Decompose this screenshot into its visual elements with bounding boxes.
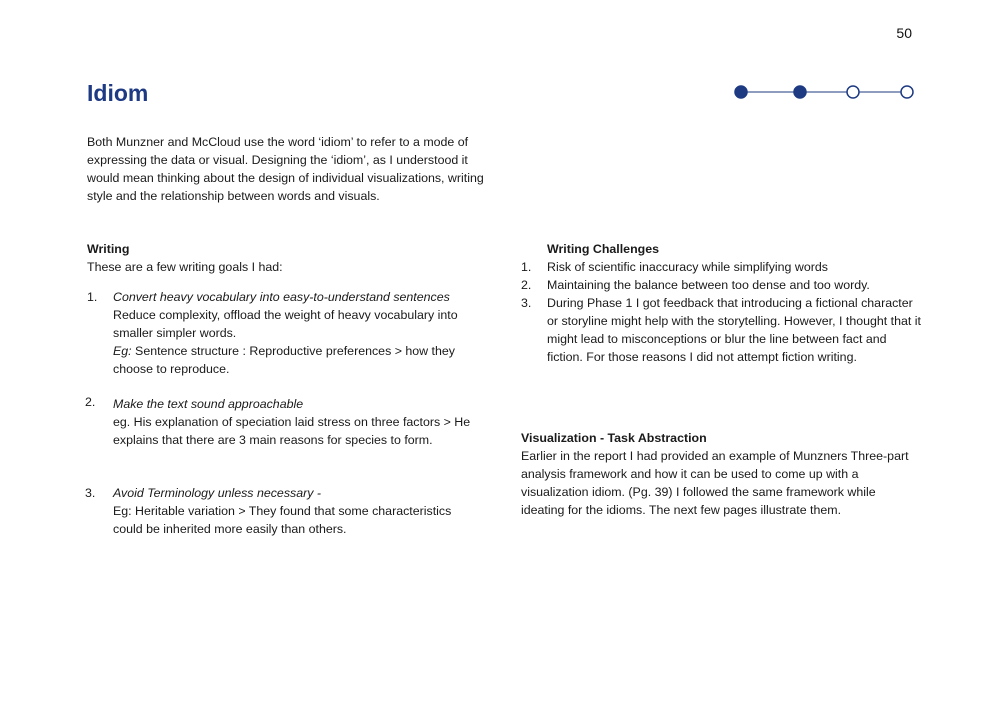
goal-example-label: Eg: bbox=[113, 344, 132, 358]
writing-goal bbox=[87, 395, 482, 449]
writing-subheading: These are a few writing goals I had: bbox=[87, 260, 283, 274]
progress-step-1 bbox=[735, 86, 747, 98]
writing-goal bbox=[87, 288, 482, 378]
visualization-heading: Visualization - Task Abstraction bbox=[521, 431, 707, 445]
intro-paragraph: Both Munzner and McCloud use the word ‘idiom’ to refer to a mode of expressing the data or visual. Designing the ‘idiom’, as I understood it would mean thinking about the design of individual visualizations, writing style and the relationship between words and visuals. bbox=[87, 135, 484, 203]
list-item bbox=[521, 294, 921, 366]
goal-title: Convert heavy vocabulary into easy-to-understand sentences bbox=[113, 290, 450, 304]
list-item-number: 3. bbox=[521, 296, 532, 310]
writing-goal bbox=[87, 484, 482, 538]
writing-heading: Writing bbox=[87, 242, 130, 256]
progress-indicator bbox=[733, 84, 915, 100]
goal-number: 1. bbox=[87, 290, 98, 304]
goal-text: eg. His explanation of speciation laid stress on three factors > He explains that there are 3 main reasons for species to form. bbox=[113, 415, 471, 447]
goal-text: Eg: Heritable variation > They found that some characteristics could be inherited more easily than others. bbox=[113, 504, 452, 536]
visualization-text: Earlier in the report I had provided an example of Munzners Three-part analysis framework and how it can be used to come up with a visualization idiom. (Pg. 39) I followed the same framework while ideating for the idioms. The next few pages illustrate them. bbox=[521, 449, 909, 517]
writing-challenges-section bbox=[521, 240, 921, 366]
list-item-number: 2. bbox=[521, 278, 532, 292]
list-item bbox=[521, 258, 921, 276]
goal-example bbox=[113, 342, 482, 378]
list-item bbox=[521, 276, 921, 294]
writing-challenges-heading: Writing Challenges bbox=[547, 242, 659, 256]
writing-section bbox=[85, 240, 482, 536]
list-item-text: Maintaining the balance between too dense and too wordy. bbox=[547, 278, 870, 292]
goal-title: Avoid Terminology unless necessary - bbox=[113, 486, 321, 500]
visualization-section bbox=[521, 429, 921, 519]
goal-number: 3. bbox=[85, 486, 96, 500]
page-number: 50 bbox=[896, 25, 912, 41]
goal-title: Make the text sound approachable bbox=[113, 397, 304, 411]
goal-number: 2. bbox=[85, 395, 96, 409]
goal-example-text: Sentence structure : Reproductive preferences > how they choose to reproduce. bbox=[113, 344, 455, 376]
writing-challenges-list bbox=[521, 258, 921, 366]
progress-step-3 bbox=[847, 86, 859, 98]
list-item-text: During Phase 1 I got feedback that introducing a fictional character or storyline might help with the storytelling. However, I thought that it might lead to misconceptions or blur the line between fact and fiction. For those reasons I did not attempt fiction writing. bbox=[547, 296, 921, 364]
list-item-number: 1. bbox=[521, 260, 532, 274]
progress-step-2 bbox=[794, 86, 806, 98]
list-item-text: Risk of scientific inaccuracy while simplifying words bbox=[547, 260, 828, 274]
progress-step-4 bbox=[901, 86, 913, 98]
goal-text: Reduce complexity, offload the weight of heavy vocabulary into smaller simpler words. bbox=[113, 308, 458, 340]
page-title: Idiom bbox=[87, 80, 149, 106]
